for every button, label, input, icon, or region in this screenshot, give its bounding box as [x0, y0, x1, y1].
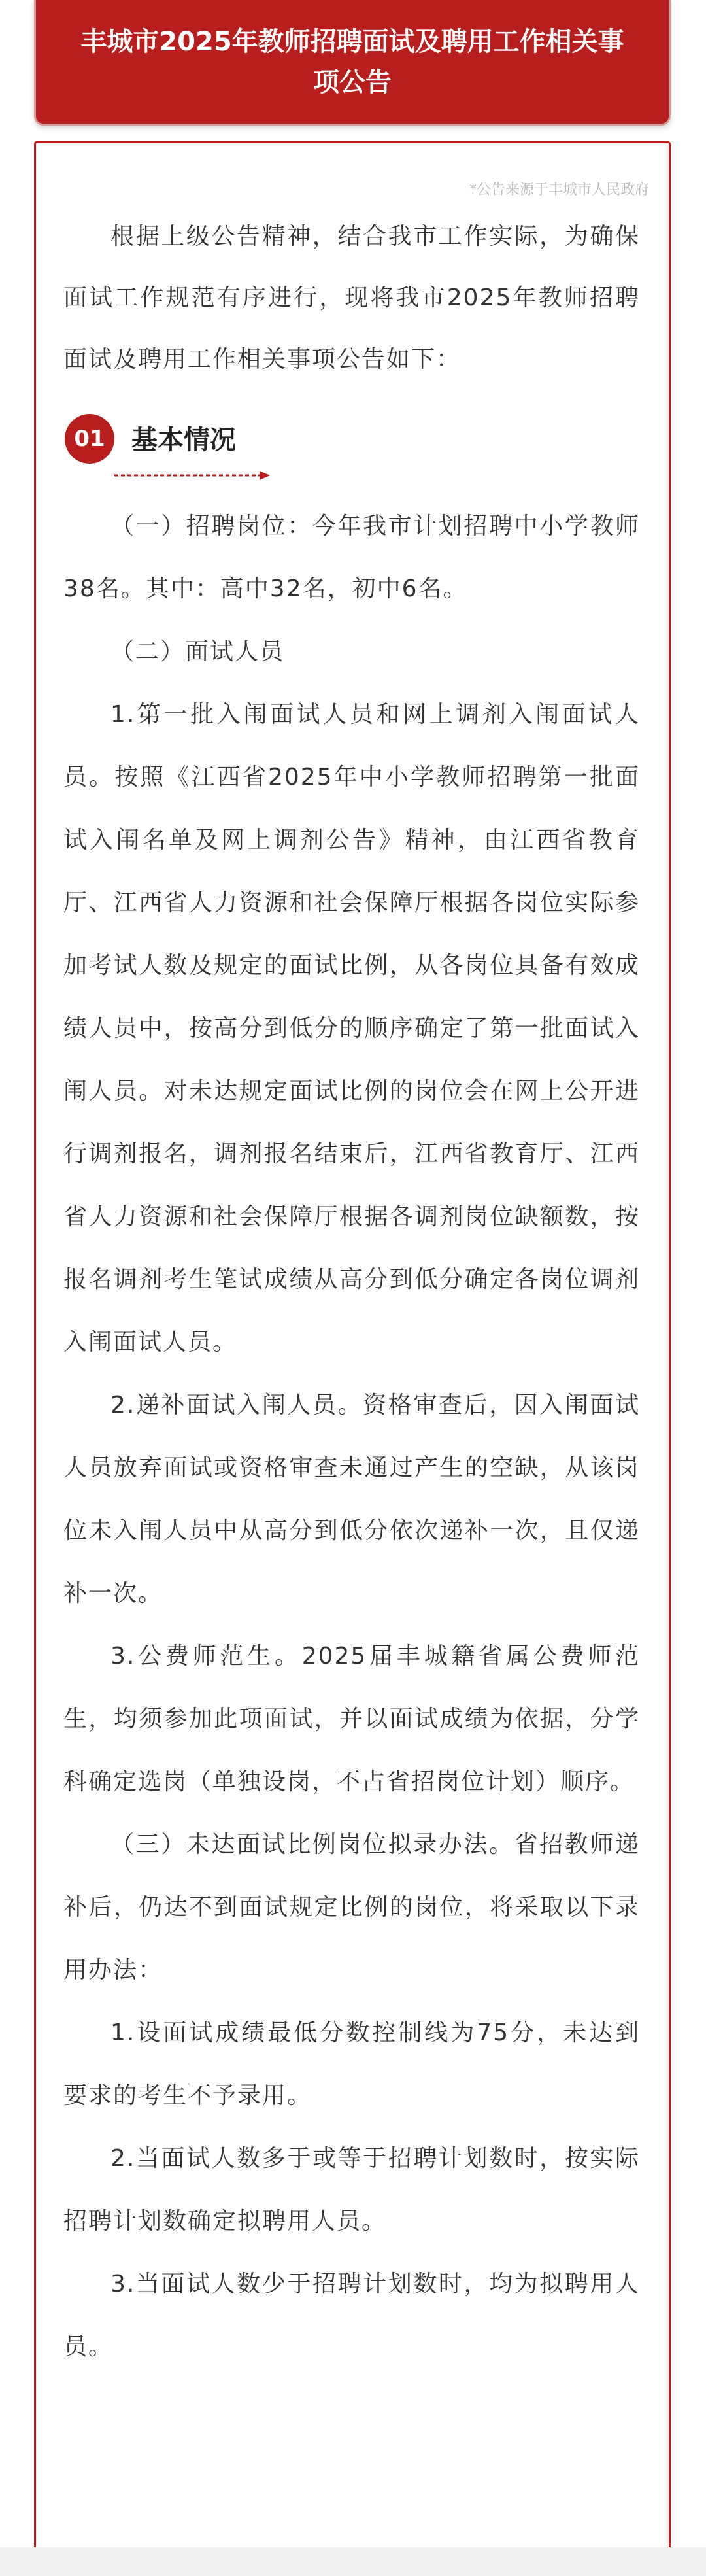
paragraph-interviewees-heading: （二）面试人员 [110, 638, 285, 665]
paragraph-public-students: 3.公费师范生。2025届丰城籍省属公费师范生，均须参加此项面试，并以面试成绩为依据，分学科确定选岗（单独设岗，不占省招岗位计划）顺序。 [63, 1643, 640, 1795]
paragraph-supplement: 2.递补面试入闱人员。资格审查后，因入闱面试人员放弃面试或资格审查未通过产生的空缺，从该岗位未入闱人员中从高分到低分依次递补一次，且仅递补一次。 [63, 1392, 640, 1607]
paragraph-unmet-ratio: （三）未达面试比例岗位拟录办法。省招教师递补后，仍达不到面试规定比例的岗位，将采取以下录用办法： [63, 1831, 640, 1984]
dashed-arrow-icon [114, 469, 271, 482]
article-body [63, 206, 640, 2379]
section-title: 基本情况 [131, 425, 236, 455]
paragraph-rule-1: 1.设面试成绩最低分数控制线为75分，未达到要求的考生不予录用。 [63, 2019, 640, 2109]
page-title: 丰城市2025年教师招聘面试及聘用工作相关事项公告 [80, 26, 624, 97]
paragraph-rule-3: 3.当面试人数少于招聘计划数时，均为拟聘用人员。 [63, 2271, 640, 2360]
paragraph-first-batch: 1.第一批入闱面试人员和网上调剂入闱面试人员。按照《江西省2025年中小学教师招聘第一批面试入闱名单及网上调剂公告》精神，由江西省教育厅、江西省人力资源和社会保障厅根据各岗位实际参加考试人数及规定的面试比例，从各岗位具备有效成绩人员中，按高分到低分的顺序确定了第一批面试入闱人员。对未达规定面试比例的岗位会在网上公开进行调剂报名，调剂报名结束后，江西省教育厅、江西省人力资源和社会保障厅根据各调剂岗位缺额数，按报名调剂考生笔试成绩从高分到低分确定各岗位调剂入闱面试人员。 [63, 701, 640, 1356]
content-box [34, 141, 671, 2576]
section-header [63, 405, 640, 495]
section-number-badge: 01 [65, 414, 114, 464]
title-banner [34, 0, 671, 126]
footer-strip [0, 2547, 706, 2576]
source-note: *公告来源于丰城市人民政府 [469, 182, 649, 198]
paragraph-rule-2: 2.当面试人数多于或等于招聘计划数时，按实际招聘计划数确定拟聘用人员。 [63, 2145, 640, 2235]
intro-paragraph: 根据上级公告精神，结合我市工作实际，为确保面试工作规范有序进行，现将我市2025年教师招聘面试及聘用工作相关事项公告如下： [63, 223, 640, 373]
paragraph-positions: （一）招聘岗位：今年我市计划招聘中小学教师38名。其中：高中32名，初中6名。 [63, 513, 640, 602]
